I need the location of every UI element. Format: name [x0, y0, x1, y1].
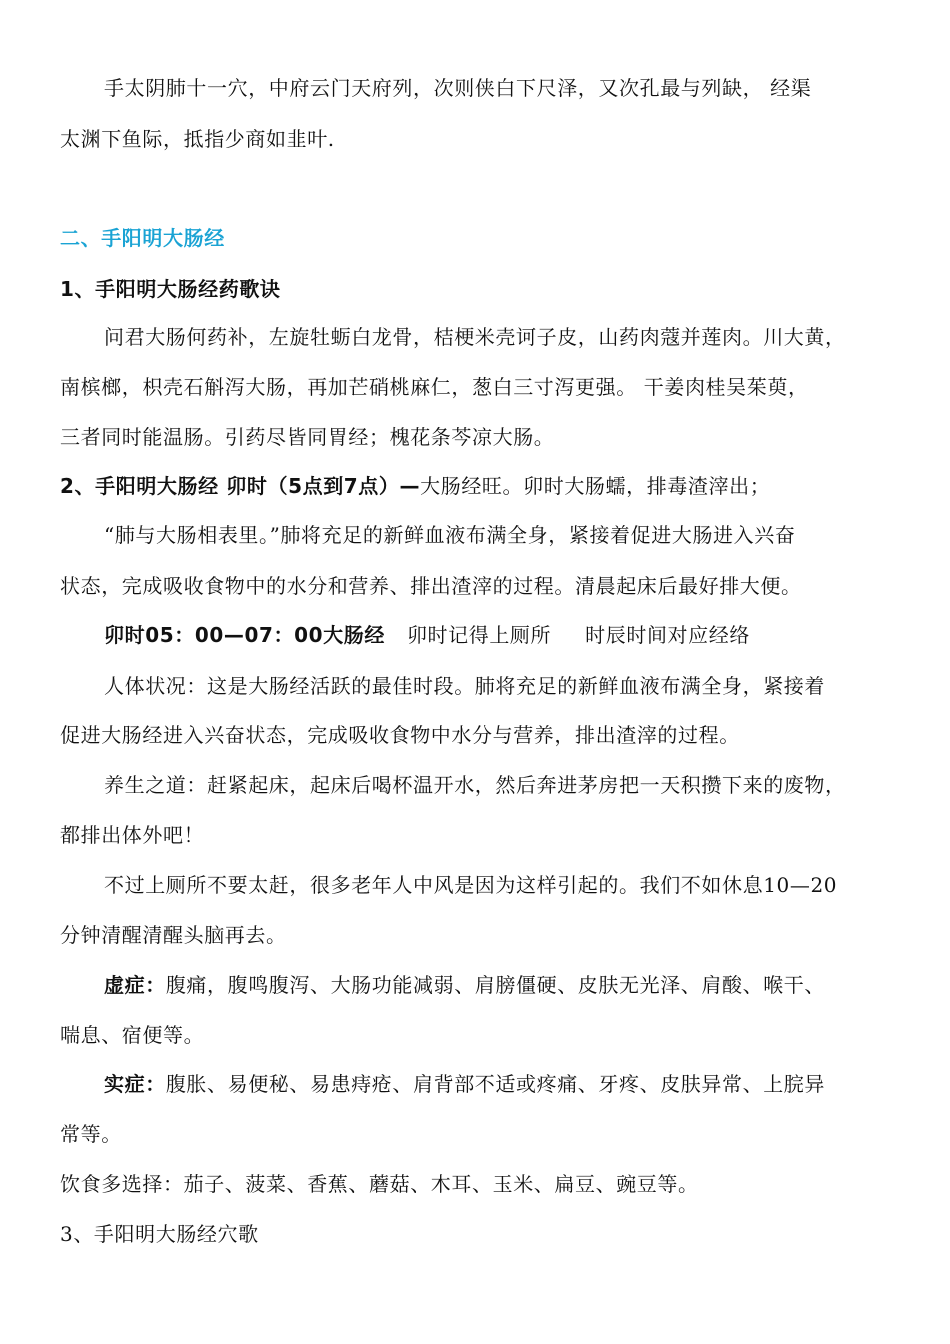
herb-verse-line-3: 三者同时能温肠。引药尽皆同胃经；槐花条芩凉大肠。	[60, 425, 555, 449]
deficiency-line-1	[104, 972, 900, 998]
deficiency-label: 虚症：	[104, 973, 166, 997]
warning-line-2: 分钟清醒清醒头脑再去。	[60, 923, 287, 947]
warning-line-1: 不过上厕所不要太赶，很多老年人中风是因为这样引起的。我们不如休息10—20	[104, 873, 838, 897]
excess-label: 实症：	[104, 1072, 166, 1096]
body-condition-line-1: 人体状况：这是大肠经活跃的最佳时段。肺将充足的新鲜血液布满全身，紧接着	[104, 674, 825, 698]
subheading-mao-time-rest: 大肠经旺。卯时大肠蠕，排毒渣滓出；	[420, 474, 771, 498]
lung-meridian-verse-line-2: 太渊下鱼际，抵指少商如韭叶.	[60, 127, 335, 151]
health-care-line-1: 养生之道：赶紧起床，起床后喝杯温开水，然后奔进茅房把一天积攒下来的废物，	[104, 773, 846, 797]
excess-line-2: 常等。	[60, 1122, 122, 1146]
lung-intestine-paragraph-line-2: 状态，完成吸收食物中的水分和营养、排出渣滓的过程。清晨起床后最好排大便。	[60, 574, 802, 598]
lung-meridian-verse-line-1: 手太阴肺十一穴，中府云门天府列，次则侠白下尺泽，又次孔最与列缺， 经渠	[104, 76, 812, 100]
time-range-label: 卯时05：00—07：00大肠经	[104, 623, 385, 647]
deficiency-line-2: 喘息、宿便等。	[60, 1023, 205, 1047]
time-reminder: 卯时记得上厕所	[406, 623, 552, 647]
herb-verse-line-2: 南槟榔，枳壳石斛泻大肠，再加芒硝桃麻仁，葱白三寸泻更强。 干姜肉桂吴茱萸，	[60, 375, 809, 399]
subheading-herb-verse: 1、手阳明大肠经药歌诀	[60, 277, 281, 301]
subheading-acupoint-verse: 3、手阳明大肠经穴歌	[60, 1222, 259, 1246]
deficiency-text: 腹痛，腹鸣腹泻、大肠功能减弱、肩膀僵硬、皮肤无光泽、肩酸、喉干、	[165, 973, 826, 997]
section-heading-large-intestine: 二、手阳明大肠经	[60, 226, 225, 250]
time-correspondence: 时辰时间对应经络	[585, 623, 750, 647]
excess-line-1	[104, 1071, 900, 1097]
subheading-mao-time	[60, 473, 900, 499]
body-condition-line-2: 促进大肠经进入兴奋状态，完成吸收食物中水分与营养，排出渣滓的过程。	[60, 723, 740, 747]
lung-intestine-paragraph-line-1: “肺与大肠相表里。”肺将充足的新鲜血液布满全身，紧接着促进大肠进入兴奋	[104, 523, 796, 547]
diet-line: 饮食多选择：茄子、菠菜、香蕉、蘑菇、木耳、玉米、扁豆、豌豆等。	[60, 1172, 699, 1196]
time-table-line	[104, 622, 900, 648]
excess-text: 腹胀、易便秘、易患痔疮、肩背部不适或疼痛、牙疼、皮肤异常、上脘异	[165, 1072, 826, 1096]
herb-verse-line-1: 问君大肠何药补，左旋牡蛎白龙骨，桔梗米壳诃子皮，山药肉蔻并莲肉。川大黄，	[104, 325, 846, 349]
health-care-line-2: 都排出体外吧！	[60, 823, 205, 847]
subheading-mao-time-bold: 2、手阳明大肠经 卯时（5点到7点）—	[60, 474, 421, 498]
